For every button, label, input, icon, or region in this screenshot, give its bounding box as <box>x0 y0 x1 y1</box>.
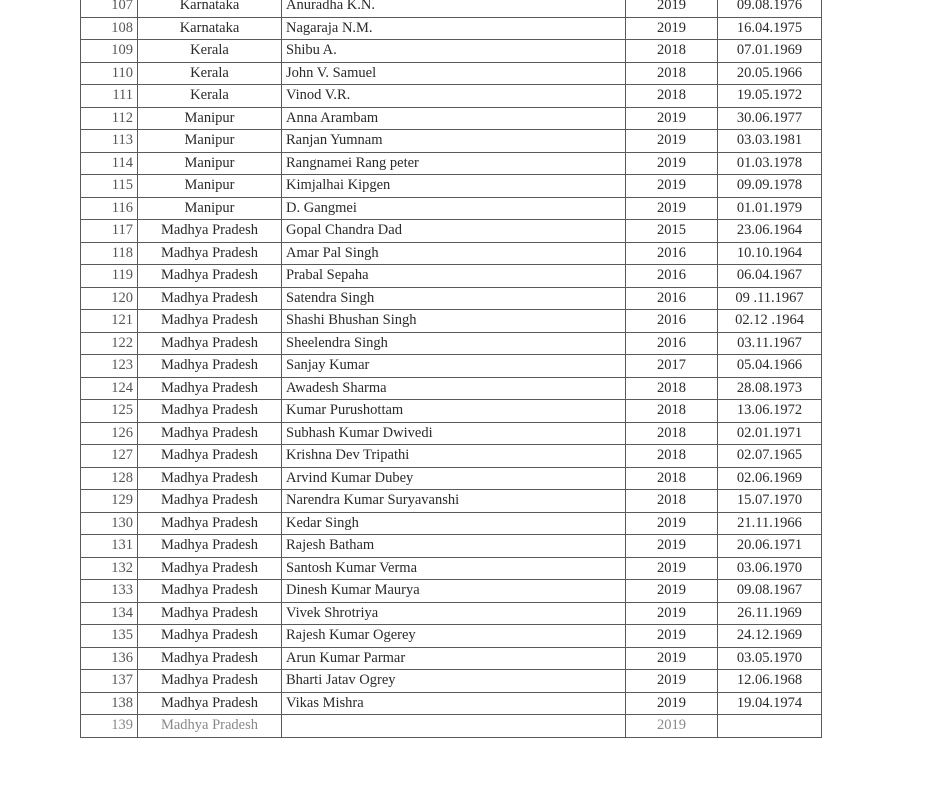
state-cell: Kerala <box>138 85 282 108</box>
table-row <box>81 557 822 580</box>
state-cell: Madhya Pradesh <box>138 670 282 693</box>
table-row <box>81 152 822 175</box>
date-of-birth-cell: 20.06.1971 <box>718 535 822 558</box>
state-cell: Kerala <box>138 62 282 85</box>
year-cell: 2016 <box>626 242 718 265</box>
table-row <box>81 715 822 738</box>
state-cell: Kerala <box>138 40 282 63</box>
serial-number-cell: 132 <box>81 557 138 580</box>
table-row <box>81 625 822 648</box>
serial-number-cell: 114 <box>81 152 138 175</box>
serial-number-cell: 121 <box>81 310 138 333</box>
state-cell: Madhya Pradesh <box>138 625 282 648</box>
year-cell: 2016 <box>626 332 718 355</box>
state-cell: Madhya Pradesh <box>138 490 282 513</box>
year-cell: 2019 <box>626 692 718 715</box>
date-of-birth-cell: 19.05.1972 <box>718 85 822 108</box>
table-row <box>81 17 822 40</box>
serial-number-cell: 113 <box>81 130 138 153</box>
year-cell: 2018 <box>626 422 718 445</box>
officer-name-cell: Amar Pal Singh <box>282 242 626 265</box>
serial-number-cell: 136 <box>81 647 138 670</box>
officer-name-cell: Anuradha K.N. <box>282 0 626 17</box>
serial-number-cell: 128 <box>81 467 138 490</box>
year-cell: 2016 <box>626 310 718 333</box>
table-row <box>81 130 822 153</box>
serial-number-cell: 124 <box>81 377 138 400</box>
year-cell: 2019 <box>626 107 718 130</box>
serial-number-cell: 131 <box>81 535 138 558</box>
year-cell: 2018 <box>626 40 718 63</box>
table-row <box>81 490 822 513</box>
state-cell: Madhya Pradesh <box>138 220 282 243</box>
state-cell: Manipur <box>138 130 282 153</box>
officer-name-cell: Vinod V.R. <box>282 85 626 108</box>
date-of-birth-cell: 12.06.1968 <box>718 670 822 693</box>
serial-number-cell: 111 <box>81 85 138 108</box>
date-of-birth-cell: 13.06.1972 <box>718 400 822 423</box>
table-row <box>81 647 822 670</box>
officer-name-cell: Arun Kumar Parmar <box>282 647 626 670</box>
serial-number-cell: 129 <box>81 490 138 513</box>
year-cell: 2018 <box>626 490 718 513</box>
date-of-birth-cell: 03.06.1970 <box>718 557 822 580</box>
year-cell: 2018 <box>626 445 718 468</box>
state-cell: Madhya Pradesh <box>138 557 282 580</box>
officer-name-cell <box>282 715 626 738</box>
serial-number-cell: 126 <box>81 422 138 445</box>
officer-name-cell: Sheelendra Singh <box>282 332 626 355</box>
date-of-birth-cell: 10.10.1964 <box>718 242 822 265</box>
table-row <box>81 670 822 693</box>
date-of-birth-cell: 03.05.1970 <box>718 647 822 670</box>
date-of-birth-cell: 24.12.1969 <box>718 625 822 648</box>
state-cell: Madhya Pradesh <box>138 265 282 288</box>
table-row <box>81 377 822 400</box>
year-cell: 2018 <box>626 400 718 423</box>
year-cell: 2019 <box>626 175 718 198</box>
serial-number-cell: 107 <box>81 0 138 17</box>
serial-number-cell: 137 <box>81 670 138 693</box>
date-of-birth-cell: 15.07.1970 <box>718 490 822 513</box>
year-cell: 2016 <box>626 287 718 310</box>
state-cell: Madhya Pradesh <box>138 445 282 468</box>
table-row <box>81 175 822 198</box>
state-cell: Madhya Pradesh <box>138 535 282 558</box>
state-cell: Karnataka <box>138 17 282 40</box>
date-of-birth-cell: 09 .11.1967 <box>718 287 822 310</box>
year-cell: 2019 <box>626 197 718 220</box>
serial-number-cell: 110 <box>81 62 138 85</box>
date-of-birth-cell: 28.08.1973 <box>718 377 822 400</box>
officer-name-cell: Nagaraja N.M. <box>282 17 626 40</box>
year-cell: 2019 <box>626 17 718 40</box>
officer-name-cell: Awadesh Sharma <box>282 377 626 400</box>
serial-number-cell: 134 <box>81 602 138 625</box>
table-row <box>81 535 822 558</box>
date-of-birth-cell: 09.08.1967 <box>718 580 822 603</box>
state-cell: Madhya Pradesh <box>138 512 282 535</box>
date-of-birth-cell: 02.01.1971 <box>718 422 822 445</box>
officer-name-cell: Vivek Shrotriya <box>282 602 626 625</box>
table-row <box>81 467 822 490</box>
officer-name-cell: Ranjan Yumnam <box>282 130 626 153</box>
date-of-birth-cell: 06.04.1967 <box>718 265 822 288</box>
table-row <box>81 0 822 17</box>
date-of-birth-cell: 23.06.1964 <box>718 220 822 243</box>
officer-list-table <box>80 0 822 738</box>
year-cell: 2019 <box>626 602 718 625</box>
table-row <box>81 580 822 603</box>
serial-number-cell: 117 <box>81 220 138 243</box>
table-row <box>81 107 822 130</box>
officer-name-cell: Arvind Kumar Dubey <box>282 467 626 490</box>
table-row <box>81 40 822 63</box>
serial-number-cell: 127 <box>81 445 138 468</box>
state-cell: Madhya Pradesh <box>138 377 282 400</box>
year-cell: 2019 <box>626 130 718 153</box>
state-cell: Madhya Pradesh <box>138 715 282 738</box>
state-cell: Karnataka <box>138 0 282 17</box>
date-of-birth-cell: 20.05.1966 <box>718 62 822 85</box>
date-of-birth-cell: 26.11.1969 <box>718 602 822 625</box>
serial-number-cell: 112 <box>81 107 138 130</box>
state-cell: Madhya Pradesh <box>138 422 282 445</box>
state-cell: Madhya Pradesh <box>138 580 282 603</box>
officer-name-cell: Kumar Purushottam <box>282 400 626 423</box>
officer-name-cell: Kimjalhai Kipgen <box>282 175 626 198</box>
date-of-birth-cell: 03.03.1981 <box>718 130 822 153</box>
officer-name-cell: Subhash Kumar Dwivedi <box>282 422 626 445</box>
state-cell: Madhya Pradesh <box>138 287 282 310</box>
officer-name-cell: Anna Arambam <box>282 107 626 130</box>
officer-name-cell: Kedar Singh <box>282 512 626 535</box>
state-cell: Madhya Pradesh <box>138 467 282 490</box>
officer-name-cell: Dinesh Kumar Maurya <box>282 580 626 603</box>
date-of-birth-cell: 01.01.1979 <box>718 197 822 220</box>
table-row <box>81 265 822 288</box>
date-of-birth-cell: 07.01.1969 <box>718 40 822 63</box>
year-cell: 2019 <box>626 647 718 670</box>
state-cell: Madhya Pradesh <box>138 400 282 423</box>
state-cell: Manipur <box>138 197 282 220</box>
officer-name-cell: Shibu A. <box>282 40 626 63</box>
state-cell: Manipur <box>138 175 282 198</box>
table-row <box>81 310 822 333</box>
year-cell: 2019 <box>626 715 718 738</box>
year-cell: 2017 <box>626 355 718 378</box>
serial-number-cell: 115 <box>81 175 138 198</box>
serial-number-cell: 138 <box>81 692 138 715</box>
table-row <box>81 287 822 310</box>
year-cell: 2018 <box>626 377 718 400</box>
date-of-birth-cell: 21.11.1966 <box>718 512 822 535</box>
state-cell: Madhya Pradesh <box>138 647 282 670</box>
year-cell: 2016 <box>626 265 718 288</box>
date-of-birth-cell: 05.04.1966 <box>718 355 822 378</box>
state-cell: Madhya Pradesh <box>138 602 282 625</box>
serial-number-cell: 120 <box>81 287 138 310</box>
table-row <box>81 197 822 220</box>
table-row <box>81 85 822 108</box>
year-cell: 2018 <box>626 467 718 490</box>
officer-name-cell: Prabal Sepaha <box>282 265 626 288</box>
year-cell: 2015 <box>626 220 718 243</box>
year-cell: 2018 <box>626 85 718 108</box>
year-cell: 2019 <box>626 625 718 648</box>
serial-number-cell: 139 <box>81 715 138 738</box>
table-row <box>81 512 822 535</box>
table-row <box>81 332 822 355</box>
date-of-birth-cell: 02.07.1965 <box>718 445 822 468</box>
serial-number-cell: 130 <box>81 512 138 535</box>
table-row <box>81 422 822 445</box>
table-row <box>81 242 822 265</box>
officer-name-cell: Satendra Singh <box>282 287 626 310</box>
serial-number-cell: 109 <box>81 40 138 63</box>
serial-number-cell: 119 <box>81 265 138 288</box>
year-cell: 2019 <box>626 580 718 603</box>
date-of-birth-cell: 02.12 .1964 <box>718 310 822 333</box>
officer-name-cell: D. Gangmei <box>282 197 626 220</box>
year-cell: 2018 <box>626 62 718 85</box>
date-of-birth-cell: 30.06.1977 <box>718 107 822 130</box>
date-of-birth-cell: 19.04.1974 <box>718 692 822 715</box>
table-row <box>81 602 822 625</box>
date-of-birth-cell: 01.03.1978 <box>718 152 822 175</box>
officer-name-cell: Krishna Dev Tripathi <box>282 445 626 468</box>
state-cell: Madhya Pradesh <box>138 310 282 333</box>
serial-number-cell: 118 <box>81 242 138 265</box>
year-cell: 2019 <box>626 535 718 558</box>
serial-number-cell: 133 <box>81 580 138 603</box>
serial-number-cell: 125 <box>81 400 138 423</box>
officer-name-cell: Sanjay Kumar <box>282 355 626 378</box>
serial-number-cell: 135 <box>81 625 138 648</box>
year-cell: 2019 <box>626 0 718 17</box>
table-row <box>81 445 822 468</box>
officer-list-body <box>81 0 822 737</box>
year-cell: 2019 <box>626 512 718 535</box>
officer-name-cell: Santosh Kumar Verma <box>282 557 626 580</box>
state-cell: Manipur <box>138 107 282 130</box>
date-of-birth-cell: 09.09.1978 <box>718 175 822 198</box>
date-of-birth-cell: 03.11.1967 <box>718 332 822 355</box>
table-row <box>81 355 822 378</box>
table-row <box>81 220 822 243</box>
officer-name-cell: Gopal Chandra Dad <box>282 220 626 243</box>
officer-name-cell: Bharti Jatav Ogrey <box>282 670 626 693</box>
serial-number-cell: 123 <box>81 355 138 378</box>
table-row <box>81 692 822 715</box>
state-cell: Madhya Pradesh <box>138 332 282 355</box>
serial-number-cell: 116 <box>81 197 138 220</box>
date-of-birth-cell: 02.06.1969 <box>718 467 822 490</box>
state-cell: Madhya Pradesh <box>138 692 282 715</box>
officer-name-cell: Narendra Kumar Suryavanshi <box>282 490 626 513</box>
date-of-birth-cell <box>718 715 822 738</box>
officer-name-cell: Shashi Bhushan Singh <box>282 310 626 333</box>
state-cell: Madhya Pradesh <box>138 355 282 378</box>
state-cell: Madhya Pradesh <box>138 242 282 265</box>
date-of-birth-cell: 16.04.1975 <box>718 17 822 40</box>
state-cell: Manipur <box>138 152 282 175</box>
year-cell: 2019 <box>626 670 718 693</box>
date-of-birth-cell: 09.08.1976 <box>718 0 822 17</box>
table-row <box>81 62 822 85</box>
year-cell: 2019 <box>626 557 718 580</box>
officer-name-cell: Rajesh Kumar Ogerey <box>282 625 626 648</box>
serial-number-cell: 122 <box>81 332 138 355</box>
officer-name-cell: Rajesh Batham <box>282 535 626 558</box>
officer-name-cell: John V. Samuel <box>282 62 626 85</box>
serial-number-cell: 108 <box>81 17 138 40</box>
officer-name-cell: Vikas Mishra <box>282 692 626 715</box>
table-row <box>81 400 822 423</box>
officer-name-cell: Rangnamei Rang peter <box>282 152 626 175</box>
year-cell: 2019 <box>626 152 718 175</box>
